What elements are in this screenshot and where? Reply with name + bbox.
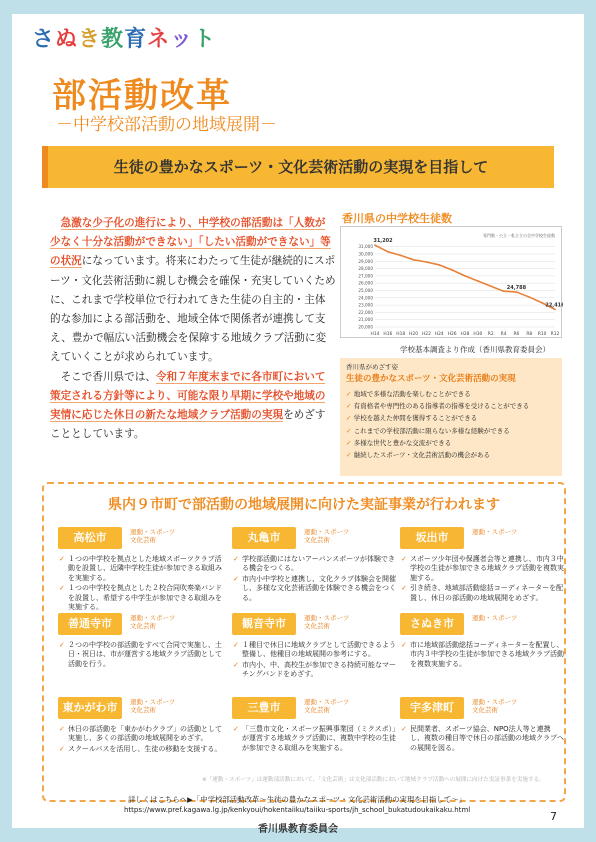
data-label: 31,202 <box>373 238 393 245</box>
data-label: 22,416 <box>545 302 563 309</box>
city-item: ✓ スクールバスを活用し、生徒の移動を支援する。 <box>68 745 222 754</box>
y-tick-label: 29,000 <box>358 258 373 264</box>
city-item: ✓ 市内小中学校と連携し、文化クラブ体験会を開催し、多様な文化芸術活動を体験できる機会をつくる。 <box>242 575 396 603</box>
city-name: 東かがわ市 <box>58 697 122 719</box>
city-items <box>400 555 564 603</box>
x-tick-label: R8 <box>526 332 533 337</box>
x-tick-label: H16 <box>383 332 393 337</box>
city-name: さぬき市 <box>400 613 464 635</box>
data-point <box>554 308 556 310</box>
city-activity-tag <box>472 614 552 622</box>
city-name: 善通寺市 <box>58 613 122 635</box>
activity-tag-line: 運動・スポーツ <box>304 528 350 536</box>
city-items <box>232 725 396 753</box>
activity-tag-line: 文化芸術 <box>472 706 498 714</box>
city-items <box>58 725 222 754</box>
aims-label: 香川県がめざす姿 <box>346 363 398 371</box>
x-tick-label: H22 <box>421 332 431 337</box>
y-tick-label: 25,000 <box>358 287 373 293</box>
data-point <box>387 251 389 253</box>
data-label: 24,788 <box>506 285 527 292</box>
city-card <box>400 696 564 754</box>
data-point <box>528 296 530 298</box>
city-items <box>58 555 222 612</box>
city-items <box>232 555 396 603</box>
logo-char: ト <box>193 27 217 52</box>
city-name: 宇多津町 <box>400 697 464 719</box>
y-tick-label: 20,000 <box>358 324 373 330</box>
data-point <box>516 291 518 293</box>
projects-box <box>42 482 566 802</box>
data-point <box>464 275 466 277</box>
aims-box <box>340 358 562 476</box>
y-tick-label: 31,000 <box>358 244 373 250</box>
data-point <box>451 269 453 271</box>
footer: 香川県教育委員会 <box>258 824 338 835</box>
y-tick-label: 23,000 <box>358 302 373 308</box>
city-card <box>232 526 396 604</box>
city-items <box>400 725 564 753</box>
aims-item: ✓ 多様な世代と豊かな交流ができる <box>346 437 556 449</box>
city-item: ✓ １つの中学校を拠点とした地域スポーツクラブ活動を設置し、近隣中学校生徒が参加できる取組みを実施する。 <box>68 555 222 583</box>
aims-item: ✓ これまでの学校部活動に限らない多様な経験ができる <box>346 425 556 437</box>
city-item: ✓ １種目で休日に地域クラブとして活動できるよう整備し、他種目の地域展開の参考にする。 <box>242 641 396 660</box>
city-item: ✓ 引き続き、地域部活動総括コーディネーターを配置し、休日の部活動の地域展開をめざす。 <box>410 584 564 603</box>
city-activity-tag <box>472 698 552 714</box>
city-item: ✓ 市に地域部活動総括コーディネーターを配置し、市内３中学校の生徒が参加できる地域クラブ活動を複数実施する。 <box>410 641 564 669</box>
data-point <box>477 280 479 282</box>
info-url[interactable]: https://www.pref.kagawa.lg.jp/kenkyoui/hokentaiiku/taiiku-sports/jh_school_bukatudoukaikaku.html <box>124 806 471 814</box>
activity-tag-line: 運動・スポーツ <box>472 614 518 622</box>
intro-body-2c: をめざすこととしています。 <box>50 409 326 441</box>
city-card <box>400 526 564 604</box>
city-item: ✓ １つの中学校を拠点とした２校合同吹奏楽バンドを設置し、希望する中学生が参加できる取組みを実施する。 <box>68 584 222 612</box>
city-card <box>58 696 222 755</box>
city-items <box>58 641 222 669</box>
data-point <box>438 264 440 266</box>
city-card <box>232 696 396 754</box>
city-name: 丸亀市 <box>232 527 296 549</box>
city-card <box>400 612 564 670</box>
city-item: ✓ 学校部活動にはないアーバンスポーツが体験できる機会をつくる。 <box>242 555 396 574</box>
x-tick-label: H14 <box>370 332 380 337</box>
data-point <box>413 259 415 261</box>
x-tick-label: R2 <box>487 332 494 337</box>
activity-tag-line: 運動・スポーツ <box>130 528 176 536</box>
activity-tag-line: 文化芸術 <box>130 536 156 544</box>
data-point <box>426 261 428 263</box>
city-activity-tag <box>472 528 552 536</box>
city-activity-tag <box>130 614 210 630</box>
city-activity-tag <box>304 614 384 630</box>
activity-tag-line: 運動・スポーツ <box>304 698 350 706</box>
intro-highlight-1: 急激な少子化の進行により、中学校の部活動は「人数が少なく十分な活動ができない」「したい活動ができない」等の状況 <box>50 217 331 268</box>
series-line <box>375 245 555 309</box>
city-item: ✓ 民間業者、スポーツ協会、NPO法人等と連携し、複数の種目等で休日の部活動の地域クラブへの展開を図る。 <box>410 725 564 753</box>
city-name: 坂出市 <box>400 527 464 549</box>
logo-char: ッ <box>170 27 194 52</box>
aims-item: ✓ 継続したスポーツ・文化芸術活動の機会がある <box>346 449 556 461</box>
page <box>12 14 584 828</box>
intro-body-2a: そこで香川県では、 <box>60 370 156 383</box>
x-tick-label: H20 <box>409 332 419 337</box>
y-tick-label: 27,000 <box>358 273 373 279</box>
y-tick-label: 22,000 <box>358 309 373 315</box>
logo-char: き <box>78 27 102 52</box>
page-title: 部活動改革 <box>52 76 232 116</box>
city-item: ✓ スポーツ少年団や保護者会等と連携し、市内３中学校の生徒が参加できる地域クラブ活動を複数実施する。 <box>410 555 564 583</box>
activity-tag-line: 文化芸術 <box>304 706 330 714</box>
activity-tag-line: 運動・スポーツ <box>472 698 518 706</box>
activity-tag-line: 文化芸術 <box>304 622 330 630</box>
aims-item: ✓ 有資格者や専門性のある指導者の指導を受けることができる <box>346 400 556 412</box>
data-point <box>503 290 505 292</box>
x-tick-label: H26 <box>447 332 457 337</box>
activity-tag-line: 文化芸術 <box>130 622 156 630</box>
x-tick-label: H24 <box>434 332 444 337</box>
y-tick-label: 24,000 <box>358 295 373 301</box>
city-name: 高松市 <box>58 527 122 549</box>
city-card <box>58 612 222 670</box>
y-tick-label: 21,000 <box>358 317 373 323</box>
y-tick-label: 28,000 <box>358 266 373 272</box>
city-items <box>232 641 396 680</box>
city-activity-tag <box>304 528 384 544</box>
aims-heading: 生徒の豊かなスポーツ・文化芸術活動の実現 <box>346 374 516 384</box>
y-tick-label: 30,000 <box>358 251 373 257</box>
city-name: 三豊市 <box>232 697 296 719</box>
intro-highlight-2: 令和７年度末までに各市町において策定される方針等により、可能な限り早期に学校や地域の実情に応じた休日の新たな地域クラブ活動の実現 <box>50 370 326 422</box>
x-tick-label: R12 <box>550 332 560 337</box>
data-point <box>490 285 492 287</box>
city-item: ✓ 市内小、中、高校生が参加できる持続可能なマーチングバンドをめざす。 <box>242 661 396 680</box>
projects-note: ※「運動・スポーツ」は運動部活動において、「文化芸術」は文化部活動において地域クラブ活動への展開に向けた実証事業を実施する。 <box>202 777 545 783</box>
activity-tag-line: 文化芸術 <box>130 706 156 714</box>
x-tick-label: R10 <box>537 332 547 337</box>
banner: 生徒の豊かなスポーツ・文化芸術活動の実現を目指して <box>42 146 554 188</box>
city-activity-tag <box>130 528 210 544</box>
aims-item: ✓ 地域で多様な活動を楽しむことができる <box>346 388 556 400</box>
logo-char: さ <box>32 27 56 52</box>
city-item: ✓ 「三豊市文化・スポーツ振興事業団（ミクスポ）」が運営する地域クラブ活動に、複数中学校の生徒が参加できる取組みを実施する。 <box>242 725 396 753</box>
city-name: 観音寺市 <box>232 613 296 635</box>
chart-svg <box>341 227 563 339</box>
city-activity-tag <box>304 698 384 714</box>
logo-char: 教 <box>101 27 125 52</box>
city-items <box>400 641 564 669</box>
intro-text <box>50 214 336 444</box>
logo-char: ぬ <box>55 27 79 52</box>
y-tick-label: 26,000 <box>358 280 373 286</box>
logo-char: ネ <box>147 27 171 52</box>
intro-body-1: になっています。将来にわたって生徒が継続的にスポーツ・文化芸術活動に親しむ機会を確保・充実していくために、これまで学校単位で行われてきた生徒の自主的・主体的な参加による部活動を、地域全体で関係者が連携して支え、豊かで幅広い活動機会を保障する地域クラブ活動に変えていくことが求められています。 <box>50 255 336 364</box>
data-point <box>374 244 376 246</box>
data-point <box>541 302 543 304</box>
data-point <box>400 255 402 257</box>
x-tick-label: R6 <box>513 332 520 337</box>
intro-paragraph-2 <box>50 368 336 445</box>
city-item: ✓ ２つの中学校の部活動をすべて合同で実施し、土日・祝日は、市が運営する地域クラブ活動として活動を行う。 <box>68 641 222 669</box>
activity-tag-line: 運動・スポーツ <box>130 698 176 706</box>
chart-title: 香川県の中学校生徒数 <box>342 212 452 225</box>
intro-paragraph-1 <box>50 214 336 368</box>
x-tick-label: H28 <box>460 332 470 337</box>
activity-tag-line: 文化芸術 <box>304 536 330 544</box>
city-activity-tag <box>130 698 210 714</box>
activity-tag-line: 運動・スポーツ <box>304 614 350 622</box>
chart-legend: 専門数・公立・私立立の全中学校生徒数 <box>483 233 555 238</box>
activity-tag-line: 運動・スポーツ <box>472 528 518 536</box>
city-card <box>58 526 222 613</box>
x-tick-label: H30 <box>473 332 483 337</box>
info-link-text[interactable]: 詳しくはこちらへ▶「中学校部活動改革～生徒の豊かなスポーツ・文化芸術活動の実現を目指して～」 <box>128 795 466 804</box>
logo-char: 育 <box>124 27 148 52</box>
aims-item: ✓ 学校を越えた仲間を獲得することができる <box>346 412 556 424</box>
aims-list <box>346 388 556 461</box>
page-number: 7 <box>550 810 557 823</box>
projects-heading: 県内９市町で部活動の地域展開に向けた実証事業が行われます <box>108 497 500 513</box>
chart-caption: 学校基本調査より作成（香川県教育委員会） <box>400 345 550 354</box>
chart <box>340 226 562 338</box>
page-subtitle: －中学校部活動の地域展開－ <box>56 115 277 135</box>
city-card <box>232 612 396 681</box>
x-tick-label: H18 <box>396 332 406 337</box>
activity-tag-line: 運動・スポーツ <box>130 614 176 622</box>
x-tick-label: R4 <box>500 332 507 337</box>
city-item: ✓ 休日の部活動を「東かがわクラブ」の活動として実施し、多くの部活動の地域展開をめざす。 <box>68 725 222 744</box>
logo <box>32 22 216 53</box>
